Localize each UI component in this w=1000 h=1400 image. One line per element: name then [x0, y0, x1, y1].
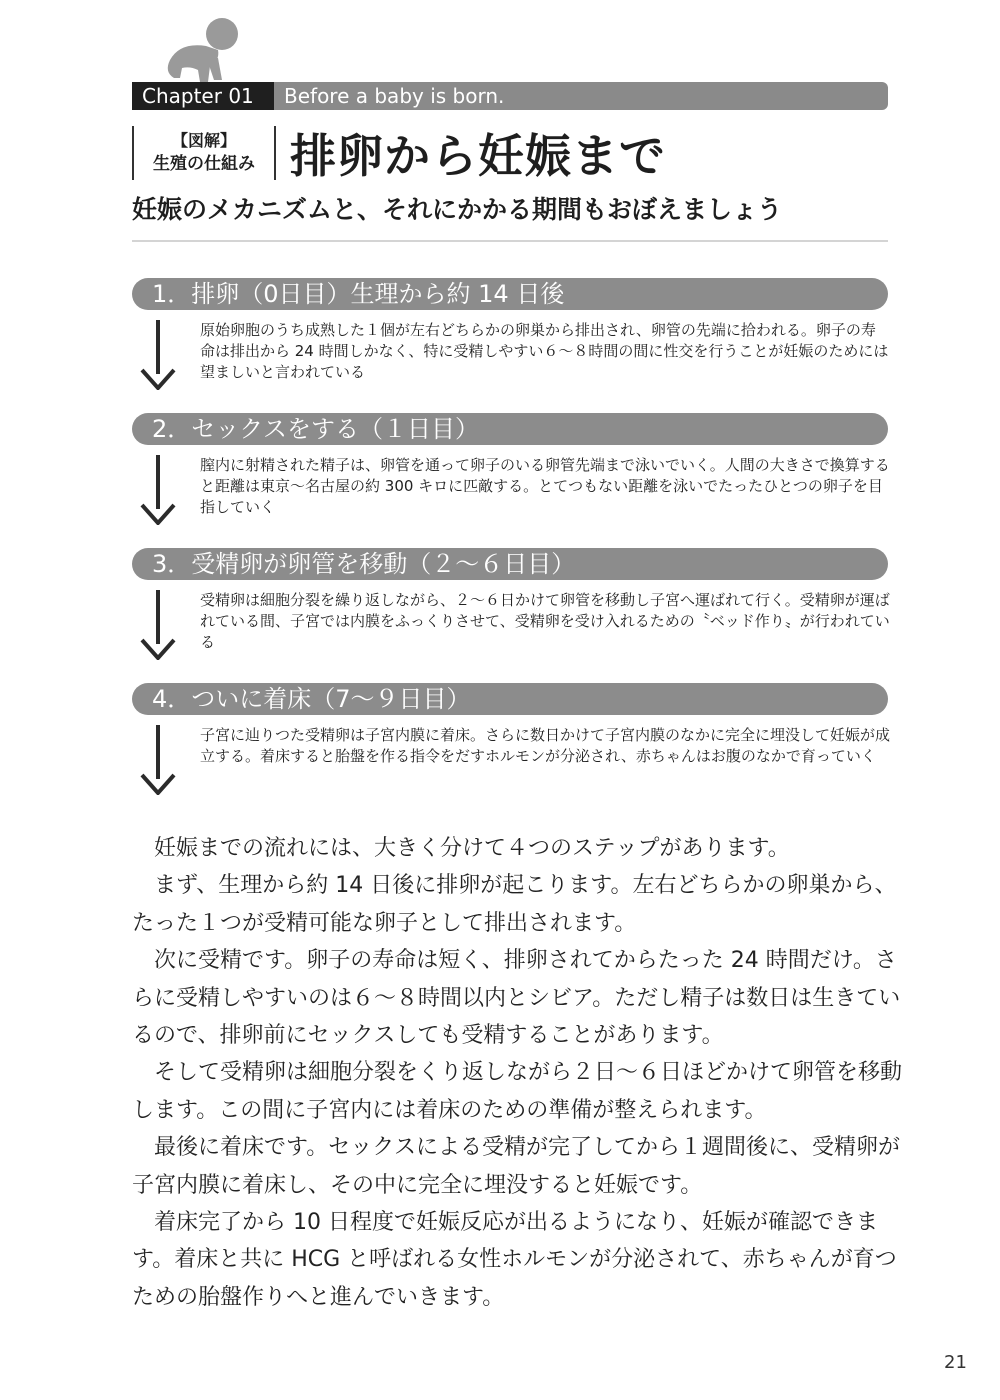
category-line-2: 生殖の仕組み: [153, 154, 255, 174]
step-1: [132, 278, 889, 381]
body-paragraph: 妊娠までの流れには、大きく分けて４つのステップがあります。: [154, 836, 790, 861]
page-subtitle: 妊娠のメカニズムと、それにかかる期間もおぼえましょう: [132, 195, 783, 224]
crawling-baby-icon: [160, 16, 250, 86]
step-description: 受精卵は細胞分裂を繰り返しながら、２～６日かけて卵管を移動し子宮へ運ばれて行く。受精卵が運ばれている間、子宮では内膜をふっくりさせて、受精卵を受け入れるための〝ベッド作り〟が行われている: [200, 591, 890, 651]
body-paragraph: 次に受精です。卵子の寿命は短く、排卵されてからたった 24 時間だけ。さらに受精しやすいのは６～８時間以内とシビア。ただし精子は数日は生きているので、排卵前にセックスしても受精することがあります。: [132, 948, 901, 1049]
step-3: [132, 548, 890, 651]
step-heading: 3．受精卵が卵管を移動（２～６日目）: [132, 548, 888, 580]
step-2: [132, 413, 890, 516]
chapter-label: Chapter 01: [132, 82, 274, 110]
body-paragraph: 着床完了から 10 日程度で妊娠反応が出るようになり、妊娠が確認できます。着床と共に HCG と呼ばれる女性ホルモンが分泌されて、赤ちゃんが育つための胎盤作りへと進んでいきます。: [132, 1210, 897, 1310]
down-arrow-icon: [140, 320, 176, 390]
step-description: 原始卵胞のうち成熟した１個が左右どちらかの卵巣から排出され、卵管の先端に拾われる。卵子の寿命は排出から 24 時間しかなく、特に受精しやすい６～８時間の間に性交を行うことが妊娠のためには望ましいと言われている: [200, 321, 889, 381]
step-description: 膣内に射精された精子は、卵管を通って卵子のいる卵管先端まで泳いでいく。人間の大きさで換算すると距離は東京～名古屋の約 300 キロに匹敵する。とてつもない距離を泳いでたったひとつの卵子を目指していく: [200, 456, 890, 516]
page-number: 21: [944, 1352, 967, 1373]
down-arrow-icon: [140, 725, 176, 795]
step-heading: 4．ついに着床（7～９日目）: [132, 683, 888, 715]
body-paragraph: 最後に着床です。セックスによる受精が完了してから１週間後に、受精卵が子宮内膜に着床し、その中に完全に埋没すると妊娠です。: [132, 1135, 901, 1198]
body-text: [132, 830, 902, 1316]
page-title: 排卵から妊娠まで: [290, 129, 666, 183]
down-arrow-icon: [140, 590, 176, 660]
category-box: [132, 126, 276, 180]
chapter-bar: [132, 82, 888, 110]
body-paragraph: まず、生理から約 14 日後に排卵が起こります。左右どちらかの卵巣から、たった１つが受精可能な卵子として排出されます。: [132, 873, 897, 936]
step-heading: 1．排卵（0日目）生理から約 14 日後: [132, 278, 888, 310]
step-description: 子宮に辿りつた受精卵は子宮内膜に着床。さらに数日かけて子宮内膜のなかに完全に埋没して妊娠が成立する。着床すると胎盤を作る指令をだすホルモンが分泌され、赤ちゃんはお腹のなかで育っていく: [200, 726, 891, 765]
divider: [132, 240, 888, 242]
step-heading: 2．セックスをする（１日目）: [132, 413, 888, 445]
category-line-1: 【図解】: [171, 131, 236, 150]
down-arrow-icon: [140, 455, 176, 525]
step-4: [132, 683, 891, 765]
chapter-subtitle: Before a baby is born.: [284, 84, 505, 108]
body-paragraph: そして受精卵は細胞分裂をくり返しながら２日～６日ほどかけて卵管を移動します。この間に子宮内には着床のための準備が整えられます。: [132, 1060, 903, 1123]
